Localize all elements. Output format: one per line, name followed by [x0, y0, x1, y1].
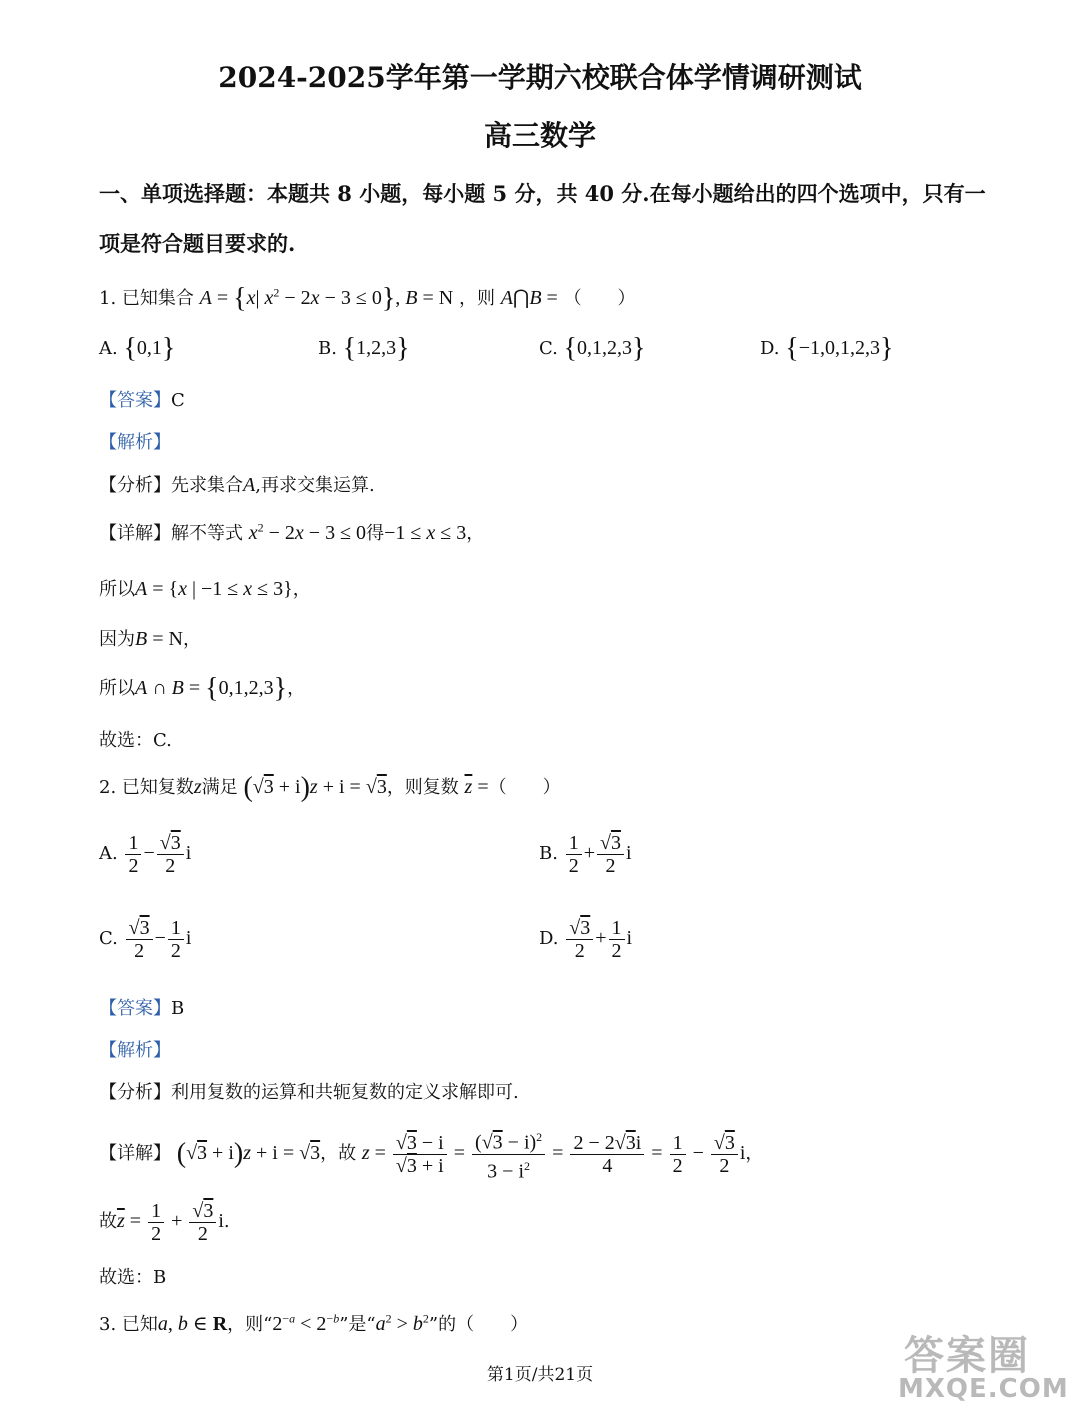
- question-2-option-a: A. $\frac{1}{2}$ − $\frac{√3}{2}$ i: [99, 832, 192, 877]
- question-2-stem: 2. 已知复数z满足 (√3 + i)z + i = √3，则复数 $\overline{z}$ =（ ）: [99, 772, 561, 803]
- question-1-stem: [99, 283, 999, 315]
- question-1-step-1: 所以A = {x | −1 ≤ x ≤ 3}，: [99, 578, 311, 600]
- option-set-value: 1,2,3: [356, 337, 397, 359]
- question-1-paren: （ ）: [563, 288, 636, 309]
- question-3-prefix: 3. 已知: [99, 1314, 158, 1335]
- answer-value: B: [171, 998, 185, 1019]
- document-subject: 高三数学: [483, 119, 596, 152]
- watermark-url: MXQE.COM: [898, 1374, 1069, 1404]
- question-2-prefix: 2. 已知复数: [99, 777, 194, 798]
- fenxi-tag: 【分析】: [99, 475, 171, 496]
- xiangjie-text: 解不等式: [171, 523, 243, 544]
- xiangjie-text: 得: [366, 523, 385, 544]
- option-sign: +: [583, 842, 595, 865]
- option-set-value: −1,0,1,2,3: [798, 337, 880, 359]
- question-2-fenxi: [99, 1078, 899, 1104]
- question-1-xiangjie: 【详解】解不等式 $x^2 - 2x - 3 \le 0$得−1 ≤ x ≤ 3，: [99, 520, 485, 544]
- question-2-paren: （ ）: [488, 777, 561, 798]
- fenxi-tag: 【分析】: [99, 1082, 171, 1103]
- question-1-option-d: D. {−1,0,1,2,3}: [760, 333, 894, 364]
- option-sign: −: [143, 842, 155, 865]
- question-3-suffix: ”的（ ）: [428, 1314, 529, 1335]
- question-2-xiangjie: 【详解】 (√3 + i)z + i = √3，故 z = $\frac{√3 - i}{√3 + i}$ = $\frac{(√3 - i)^2}{3 - i^2}$ = $\frac{2 - 2√3i}{4}$ = $\frac{1}{2}$ − $\frac{√3}{2}$ i，: [99, 1126, 999, 1182]
- question-2-answer: [99, 994, 699, 1020]
- question-1-conclusion: 故选：C.: [99, 730, 172, 751]
- question-1-analysis-tag: 【解析】: [99, 432, 171, 453]
- question-1-option-c: C. {0,1,2,3}: [539, 333, 646, 364]
- step-text: 故: [99, 1211, 117, 1233]
- question-2-analysis-tag: 【解析】: [99, 1040, 171, 1061]
- step-text: 所以: [99, 678, 135, 699]
- question-1-intersection: A⋂B =: [500, 287, 558, 309]
- question-1-option-b: B. {1,2,3}: [318, 333, 410, 364]
- step-text: 因为: [99, 629, 135, 650]
- option-label: B.: [539, 843, 558, 865]
- xiangjie-tag: 【详解】: [99, 523, 171, 544]
- option-set-value: 0,1,2,3: [577, 337, 633, 359]
- question-1-step-3: 所以A ∩ B = {0,1,2,3}，: [99, 673, 306, 704]
- question-2-mid: ，则复数: [386, 777, 459, 798]
- question-3-mid: ”是“: [339, 1314, 376, 1335]
- question-2-option-b: B. $\frac{1}{2}$ + $\frac{√3}{2}$ i: [539, 832, 632, 877]
- xiangjie-text: 故: [338, 1142, 357, 1164]
- fenxi-text: 利用复数的运算和共轭复数的定义求解即可.: [171, 1082, 519, 1103]
- option-label: D.: [760, 338, 780, 359]
- question-1-step-2: 因为B = N，: [99, 628, 201, 650]
- step-text: 所以: [99, 579, 135, 600]
- option-label: C.: [539, 338, 558, 359]
- option-label: B.: [318, 338, 337, 359]
- answer-tag: 【答案】: [99, 998, 171, 1019]
- watermark-text: 答案圈: [904, 1333, 1030, 1379]
- option-sign: −: [154, 927, 166, 950]
- xiangjie-tag: 【详解】: [99, 1142, 171, 1164]
- option-label: D.: [539, 928, 559, 950]
- question-3-stem: 3. 已知a, b ∈ R，则“$2^{-a} < 2^{-b}$”是“$a^2 > b^2$”的（ ）: [99, 1311, 529, 1335]
- watermark-logo: [890, 1322, 1080, 1411]
- question-1-option-a: A. {0,1}: [99, 333, 176, 364]
- option-label: C.: [99, 928, 118, 950]
- section-heading-line2: 项是符合题目要求的.: [99, 231, 296, 256]
- section-heading-line1: 一、单项选择题：本题共 8 小题，每小题 5 分，共 40 分.在每小题给出的四个选项中，只有一: [99, 181, 986, 206]
- question-1-prefix: 1. 已知集合: [99, 288, 194, 309]
- question-2-option-d: D. $\frac{√3}{2}$ + $\frac{1}{2}$ i: [539, 917, 633, 962]
- fenxi-text: 先求集合: [171, 475, 243, 496]
- option-label: A.: [99, 338, 118, 359]
- question-3-mid: ，则“: [227, 1314, 273, 1335]
- question-1-fenxi: 【分析】先求集合A,再求交集运算.: [99, 474, 375, 496]
- option-set-value: 0,1: [136, 337, 162, 359]
- fenxi-text: 再求交集运算.: [260, 475, 375, 496]
- question-1-mid: ，则: [458, 288, 495, 309]
- option-sign: +: [595, 927, 607, 950]
- question-1-answer: [99, 386, 699, 412]
- question-1-set-a: A = {x| $x^2 - 2x - 3 \le 0$}, B = N: [199, 283, 454, 314]
- question-2-option-c: C. $\frac{√3}{2}$ − $\frac{1}{2}$ i: [99, 917, 192, 962]
- document-title: 2024-2025学年第一学期六校联合体学情调研测试: [218, 61, 862, 94]
- option-label: A.: [99, 843, 118, 865]
- question-2-conclusion: 故选：B: [99, 1267, 167, 1288]
- answer-value: C: [171, 390, 185, 411]
- question-2-conjugate: 故$\overline{z}$ = $\frac{1}{2}$ + $\frac{√3}{2}$ i.: [99, 1200, 230, 1245]
- page-number: 第1页/共21页: [486, 1365, 594, 1385]
- question-2-mid: 满足: [201, 777, 238, 798]
- answer-tag: 【答案】: [99, 390, 171, 411]
